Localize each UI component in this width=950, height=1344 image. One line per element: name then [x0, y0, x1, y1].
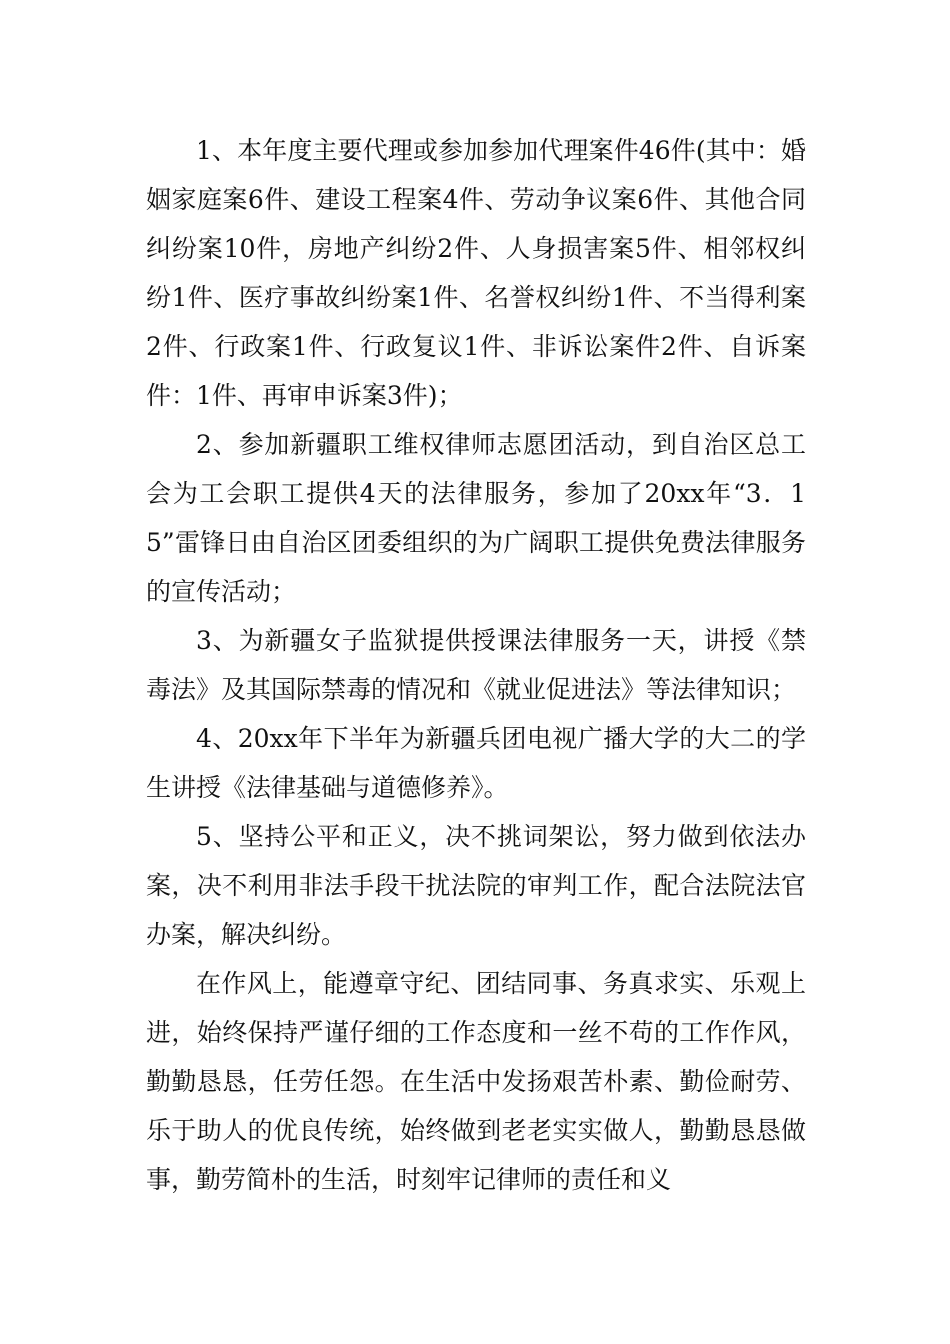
document-body	[146, 126, 806, 1204]
paragraph-1: 1、本年度主要代理或参加参加代理案件46件(其中：婚姻家庭案6件、建设工程案4件、劳动争议案6件、其他合同纠纷案10件，房地产纠纷2件、人身损害案5件、相邻权纠纷1件、医疗事故纠纷案1件、名誉权纠纷1件、不当得利案2件、行政案1件、行政复议1件、非诉讼案件2件、自诉案件：1件、再审申诉案3件)；	[146, 136, 806, 410]
paragraph-3: 3、为新疆女子监狱提供授课法律服务一天，讲授《禁毒法》及其国际禁毒的情况和《就业促进法》等法律知识；	[146, 626, 806, 704]
paragraph-2: 2、参加新疆职工维权律师志愿团活动，到自治区总工会为工会职工提供4天的法律服务，参加了20xx年“3．15”雷锋日由自治区团委组织的为广阔职工提供免费法律服务的宣传活动；	[146, 430, 806, 606]
paragraph-5: 5、坚持公平和正义，决不挑词架讼，努力做到依法办案，决不利用非法手段干扰法院的审判工作，配合法院法官办案，解决纠纷。	[146, 822, 806, 949]
paragraph-6: 在作风上，能遵章守纪、团结同事、务真求实、乐观上进，始终保持严谨仔细的工作态度和一丝不苟的工作作风，勤勤恳恳，任劳任怨。在生活中发扬艰苦朴素、勤俭耐劳、乐于助人的优良传统，始终做到老老实实做人，勤勤恳恳做事，勤劳简朴的生活，时刻牢记律师的责任和义	[146, 969, 806, 1194]
paragraph-4: 4、20xx年下半年为新疆兵团电视广播大学的大二的学生讲授《法律基础与道德修养》。	[146, 724, 806, 802]
